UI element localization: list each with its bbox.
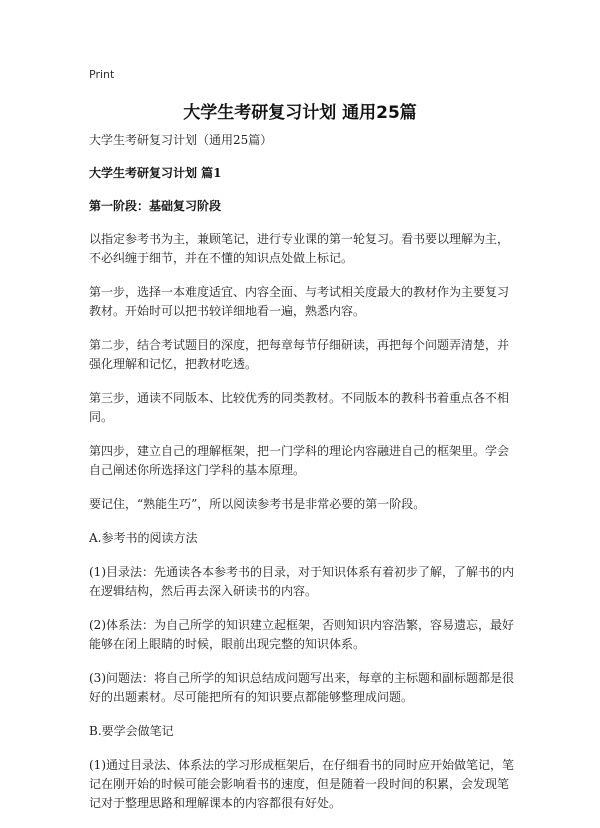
paragraph-intro: 以指定参考书为主，兼顾笔记，进行专业课的第一轮复习。看书要以理解为主，不必纠缠于细节，并在不懂的知识点处做上标记。 bbox=[89, 232, 510, 265]
stage-heading: 第一阶段：基础复习阶段 bbox=[89, 199, 222, 213]
subheading-reading-method: A.参考书的阅读方法 bbox=[89, 531, 198, 545]
document-subtitle: 大学生考研复习计划（通用25篇） bbox=[89, 133, 273, 147]
document-body bbox=[89, 131, 519, 828]
subheading-take-notes: B.要学会做笔记 bbox=[89, 724, 174, 738]
paragraph-step-2: 第二步，结合考试题目的深度，把每章每节仔细研读，再把每个问题弄清楚，并强化理解和记忆，把教材吃透。 bbox=[89, 338, 510, 371]
paragraph-method-contents: (1)目录法：先通读各本参考书的目录，对于知识体系有着初步了解，了解书的内在逻辑结构，然后再去深入研读书的内容。 bbox=[89, 565, 515, 598]
section-heading: 大学生考研复习计划 篇1 bbox=[89, 166, 222, 180]
document-title: 大学生考研复习计划 通用25篇 bbox=[183, 103, 417, 123]
print-label: Print bbox=[89, 68, 115, 81]
paragraph-notes: (1)通过目录法、体系法的学习形成框架后，在仔细看书的同时应开始做笔记，笔记在刚开始的时候可能会影响看书的速度，但是随着一段时间的积累，会发现笔记对于整理思路和理解课本的内容都很有好处。 bbox=[89, 758, 515, 810]
paragraph-step-1: 第一步，选择一本难度适宜、内容全面、与考试相关度最大的教材作为主要复习教材。开始时可以把书较详细地看一遍，熟悉内容。 bbox=[89, 285, 510, 318]
paragraph-method-system: (2)体系法：为自己所学的知识建立起框架，否则知识内容浩繁，容易遗忘，最好能够在闭上眼睛的时候，眼前出现完整的知识体系。 bbox=[89, 618, 515, 651]
paragraph-reminder: 要记住，“熟能生巧”，所以阅读参考书是非常必要的第一阶段。 bbox=[89, 497, 426, 511]
paragraph-step-4: 第四步，建立自己的理解框架，把一门学科的理论内容融进自己的框架里。学会自己阐述你所选择这门学科的基本原理。 bbox=[89, 444, 510, 477]
paragraph-method-question: (3)问题法：将自己所学的知识总结成问题写出来，每章的主标题和副标题都是很好的出题素材。尽可能把所有的知识要点都能够整理成问题。 bbox=[89, 671, 515, 704]
paragraph-step-3: 第三步，通读不同版本、比较优秀的同类教材。不同版本的教科书着重点各不相同。 bbox=[89, 391, 510, 424]
